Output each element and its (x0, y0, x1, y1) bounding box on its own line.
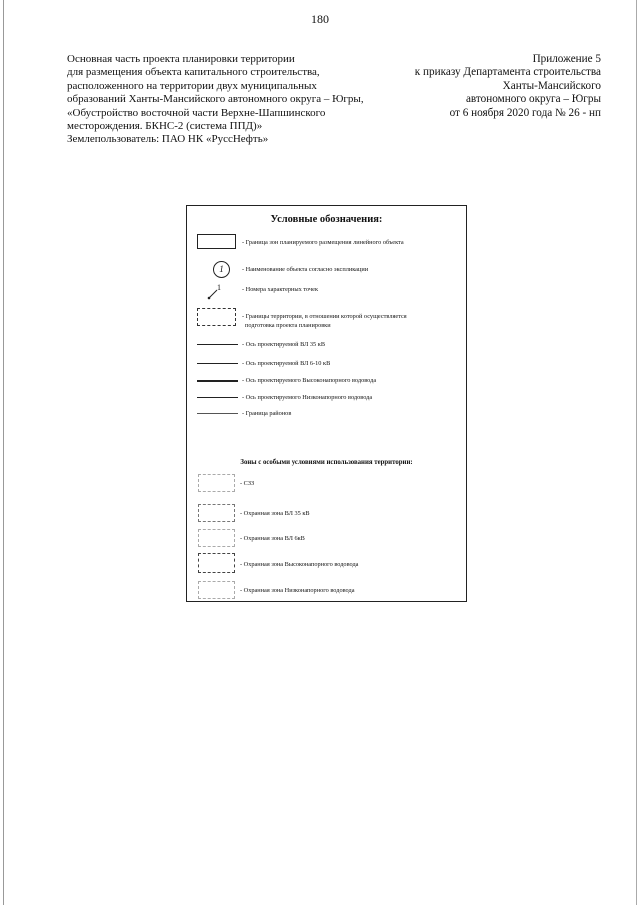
point-marker-icon (207, 286, 221, 300)
page-number: 180 (311, 12, 329, 26)
title-line: расположенного на территории двух муниципальных (67, 79, 317, 92)
vl35-protection-zone-symbol (198, 504, 235, 522)
legend-label: - Граница районов (242, 410, 292, 417)
legend-label: - Границы территории, в отношении которой осуществляется (242, 313, 407, 320)
appendix-line: Приложение 5 (532, 53, 601, 65)
zone-label: - Охранная зона Низконапорного водовода (240, 587, 355, 594)
high-pressure-protection-zone-symbol (198, 553, 235, 573)
title-line: образований Ханты-Мансийского автономного округа – Югры, (67, 93, 364, 106)
zone-label: - СЗЗ (240, 480, 255, 487)
zone-label: - Охранная зона Высоконапорного водовода (240, 561, 359, 568)
legend-label: подготовка проекта планировки (245, 322, 331, 329)
title-line: для размещения объекта капитального строительства, (67, 66, 320, 79)
legend-label: - Ось проектируемого Низконапорного водовода (242, 394, 373, 401)
low-pressure-water-line (197, 397, 238, 398)
szz-zone-symbol (198, 474, 235, 492)
land-user-line: Землепользователь: ПАО НК «РуссНефть» (67, 133, 269, 146)
legend-label: - Ось проектируемой ВЛ 35 кВ (242, 341, 326, 348)
legend-label: - Наименование объекта согласно экспликации (242, 266, 369, 273)
planning-territory-boundary-symbol (197, 308, 236, 326)
appendix-line: к приказу Департамента строительства (414, 66, 601, 79)
title-line: месторождения. БКНС-2 (система ППД)» (67, 120, 263, 133)
legend-label: - Номера характерных точек (242, 286, 319, 293)
legend-label: - Ось проектируемой ВЛ 6-10 кВ (242, 360, 331, 367)
appendix-block (351, 53, 601, 120)
page-left-edge (3, 0, 4, 905)
title-line: «Обустройство восточной части Верхне-Шапшинского (67, 106, 326, 119)
object-number-circle-icon: 1 (213, 261, 230, 278)
legend-label: - Граница зон планируемого размещения линейного объекта (242, 239, 404, 246)
vl6-protection-zone-symbol (198, 529, 235, 547)
vl35-axis-line (197, 344, 238, 345)
appendix-line: от 6 ноября 2020 года № 26 - нп (449, 106, 601, 119)
zones-title: Зоны с особыми условиями использования территории: (240, 459, 413, 466)
low-pressure-protection-zone-symbol (198, 581, 235, 599)
legend-title: Условные обозначения: (270, 214, 383, 225)
zone-label: - Охранная зона ВЛ 35 кВ (240, 510, 310, 517)
zone-boundary-symbol (197, 234, 236, 249)
appendix-line: автономного округа – Югры (465, 93, 601, 106)
vl610-axis-line (197, 363, 238, 364)
document-title-block (67, 53, 387, 147)
point-number-text: 1 (217, 283, 221, 292)
zone-label: - Охранная зона ВЛ 6кВ (240, 535, 305, 542)
page-right-edge (636, 0, 637, 905)
legend-box (186, 205, 467, 602)
appendix-line: Ханты-Мансийского (502, 79, 601, 92)
legend-label: - Ось проектируемого Высоконапорного водовода (242, 377, 377, 384)
title-line: Основная часть проекта планировки территории (67, 53, 295, 65)
high-pressure-water-line (197, 380, 238, 382)
district-boundary-line (197, 413, 238, 414)
